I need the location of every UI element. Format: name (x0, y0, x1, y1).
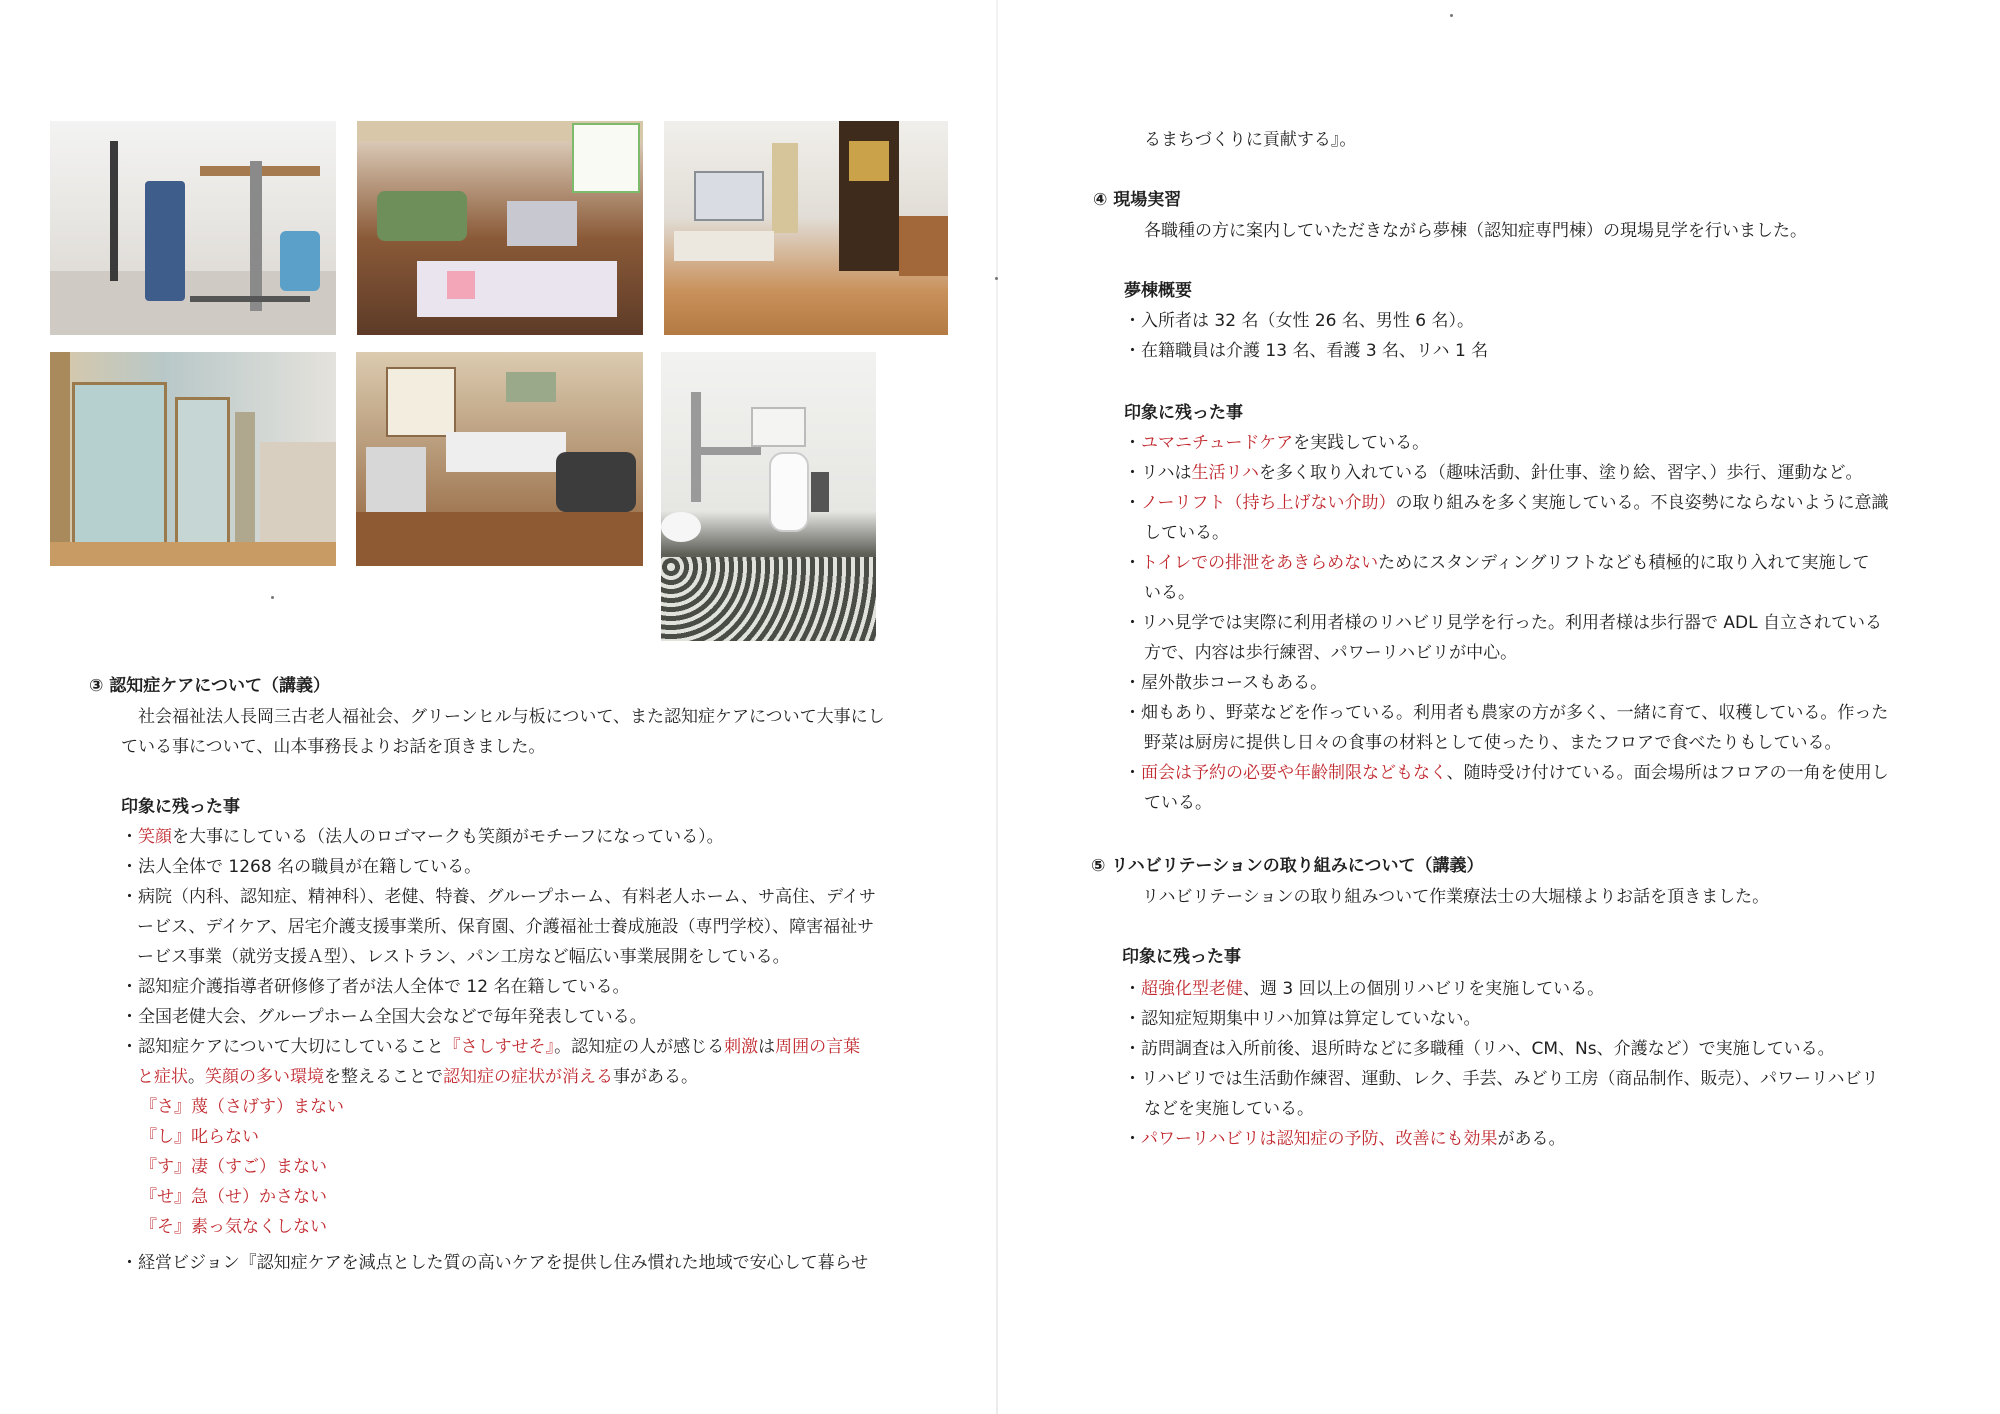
section-5-heading: ⑤ リハビリテーションの取り組みについて（講義） (1091, 856, 1484, 876)
list-item: ・畑もあり、野菜などを作っている。利用者も農家の方が多く、一緒に育て、収穫している。作った (1124, 703, 1889, 723)
list-item-continuation: ている。 (1144, 793, 1212, 813)
scan-speck (271, 596, 274, 599)
section-5-impressed-heading: 印象に残った事 (1122, 947, 1241, 967)
scan-speck (1450, 14, 1453, 17)
list-item: ・笑顔を大事にしている（法人のロゴマークも笑顔がモチーフになっている）。 (121, 827, 724, 847)
list-item: ・リハ見学では実際に利用者様のリハビリ見学を行った。利用者様は歩行器で ADL 自立されている (1124, 613, 1882, 633)
list-item: ・在籍職員は介護 13 名、看護 3 名、リハ 1 名 (1124, 341, 1489, 361)
list-item: ・ユマニチュードケアを実践している。 (1124, 433, 1430, 453)
list-item: ・パワーリハビリは認知症の予防、改善にも効果がある。 (1124, 1129, 1566, 1149)
photo-craft-table (357, 121, 643, 335)
sashisuseso-se: 『せ』急（せ）かさない (140, 1187, 327, 1207)
list-item: ・リハビリでは生活動作練習、運動、レク、手芸、みどり工房（商品制作、販売）、パワーリハビリ (1124, 1069, 1879, 1089)
section-4-heading: ④ 現場実習 (1093, 190, 1182, 210)
list-item-continuation: 野菜は厨房に提供し日々の食事の材料として使ったり、またフロアで食べたりもしている。 (1144, 733, 1842, 753)
photo-japanese-room (664, 121, 948, 335)
scan-speck (995, 277, 998, 280)
list-item-continuation: などを実施している。 (1144, 1099, 1314, 1119)
list-item: ・面会は予約の必要や年齢制限などもなく、随時受け付けている。面会場所はフロアの一角を使用し (1124, 763, 1889, 783)
list-item-continuation: 方で、内容は歩行練習、パワーリハビリが中心。 (1144, 643, 1518, 663)
list-item: ・訪問調査は入所前後、退所時などに多職種（リハ、CM、Ns、介護など）で実施している。 (1124, 1039, 1835, 1059)
yume-ward-overview-heading: 夢棟概要 (1124, 281, 1192, 301)
section-4-intro: 各職種の方に案内していただきながら夢棟（認知症専門棟）の現場見学を行いました。 (1144, 221, 1807, 241)
list-item-continuation: している。 (1144, 523, 1229, 543)
photo-mobility-lift (50, 121, 336, 335)
sashisuseso-sa: 『さ』蔑（さげす）まない (140, 1097, 344, 1117)
list-item-continuation: いる。 (1144, 583, 1195, 603)
sashisuseso-so: 『そ』素っ気なくしない (140, 1217, 327, 1237)
section-3-heading: ③ 認知症ケアについて（講義） (89, 676, 330, 696)
section-3-intro-line2: ている事について、山本事務長よりお話を頂きました。 (121, 737, 546, 757)
section-3-impressed-heading: 印象に残った事 (121, 797, 240, 817)
list-item: ・認知症介護指導者研修修了者が法人全体で 12 名在籍している。 (121, 977, 630, 997)
photo-hallway (50, 352, 336, 566)
section-4-impressed-heading: 印象に残った事 (1124, 403, 1243, 423)
list-item: ・認知症ケアについて大切にしていること『さしすせそ』。認知症の人が感じる刺激は周囲の言葉 (121, 1037, 861, 1057)
sashisuseso-shi: 『し』叱らない (140, 1127, 259, 1147)
list-item: ・法人全体で 1268 名の職員が在籍している。 (121, 857, 482, 877)
list-item: ・屋外散歩コースもある。 (1124, 673, 1328, 693)
list-item: ・超強化型老健、週 3 回以上の個別リハビリを実施している。 (1124, 979, 1605, 999)
list-item: ・病院（内科、認知症、精神科）、老健、特養、グループホーム、有料老人ホーム、サ高住、デイサ (121, 887, 876, 907)
photo-bedroom (356, 352, 643, 566)
list-item: ・経営ビジョン『認知症ケアを減点とした質の高いケアを提供し住み慣れた地域で安心して暮らせ (121, 1253, 869, 1273)
list-item: ・全国老健大会、グループホーム全国大会などで毎年発表している。 (121, 1007, 647, 1027)
list-item-continuation: ービス事業（就労支援Ａ型）、レストラン、パン工房など幅広い事業展開をしている。 (137, 947, 790, 967)
section-5-intro: リハビリテーションの取り組みついて作業療法士の大堀様よりお話を頂きました。 (1142, 887, 1770, 907)
vision-continuation: るまちづくりに貢献する』。 (1144, 130, 1357, 150)
list-item-continuation: と症状。笑顔の多い環境を整えることで認知症の症状が消える事がある。 (137, 1067, 698, 1087)
page-fold (996, 0, 998, 1414)
list-item: ・認知症短期集中リハ加算は算定していない。 (1124, 1009, 1481, 1029)
sashisuseso-su: 『す』凄（すご）まない (140, 1157, 327, 1177)
photo-toilet (661, 352, 876, 641)
list-item: ・ノーリフト（持ち上げない介助）の取り組みを多く実施している。不良姿勢にならないように意識 (1124, 493, 1889, 513)
list-item: ・リハは生活リハを多く取り入れている（趣味活動、針仕事、塗り絵、習字、）歩行、運動など。 (1124, 463, 1863, 483)
list-item: ・トイレでの排泄をあきらめないためにスタンディングリフトなども積極的に取り入れて実施して (1124, 553, 1870, 573)
section-3-intro-line1: 社会福祉法人長岡三古老人福祉会、グリーンヒル与板について、また認知症ケアについて大事にし (138, 707, 885, 727)
list-item: ・入所者は 32 名（女性 26 名、男性 6 名）。 (1124, 311, 1475, 331)
list-item-continuation: ービス、デイケア、居宅介護支援事業所、保育園、介護福祉士養成施設（専門学校）、障害福祉サ (137, 917, 875, 937)
